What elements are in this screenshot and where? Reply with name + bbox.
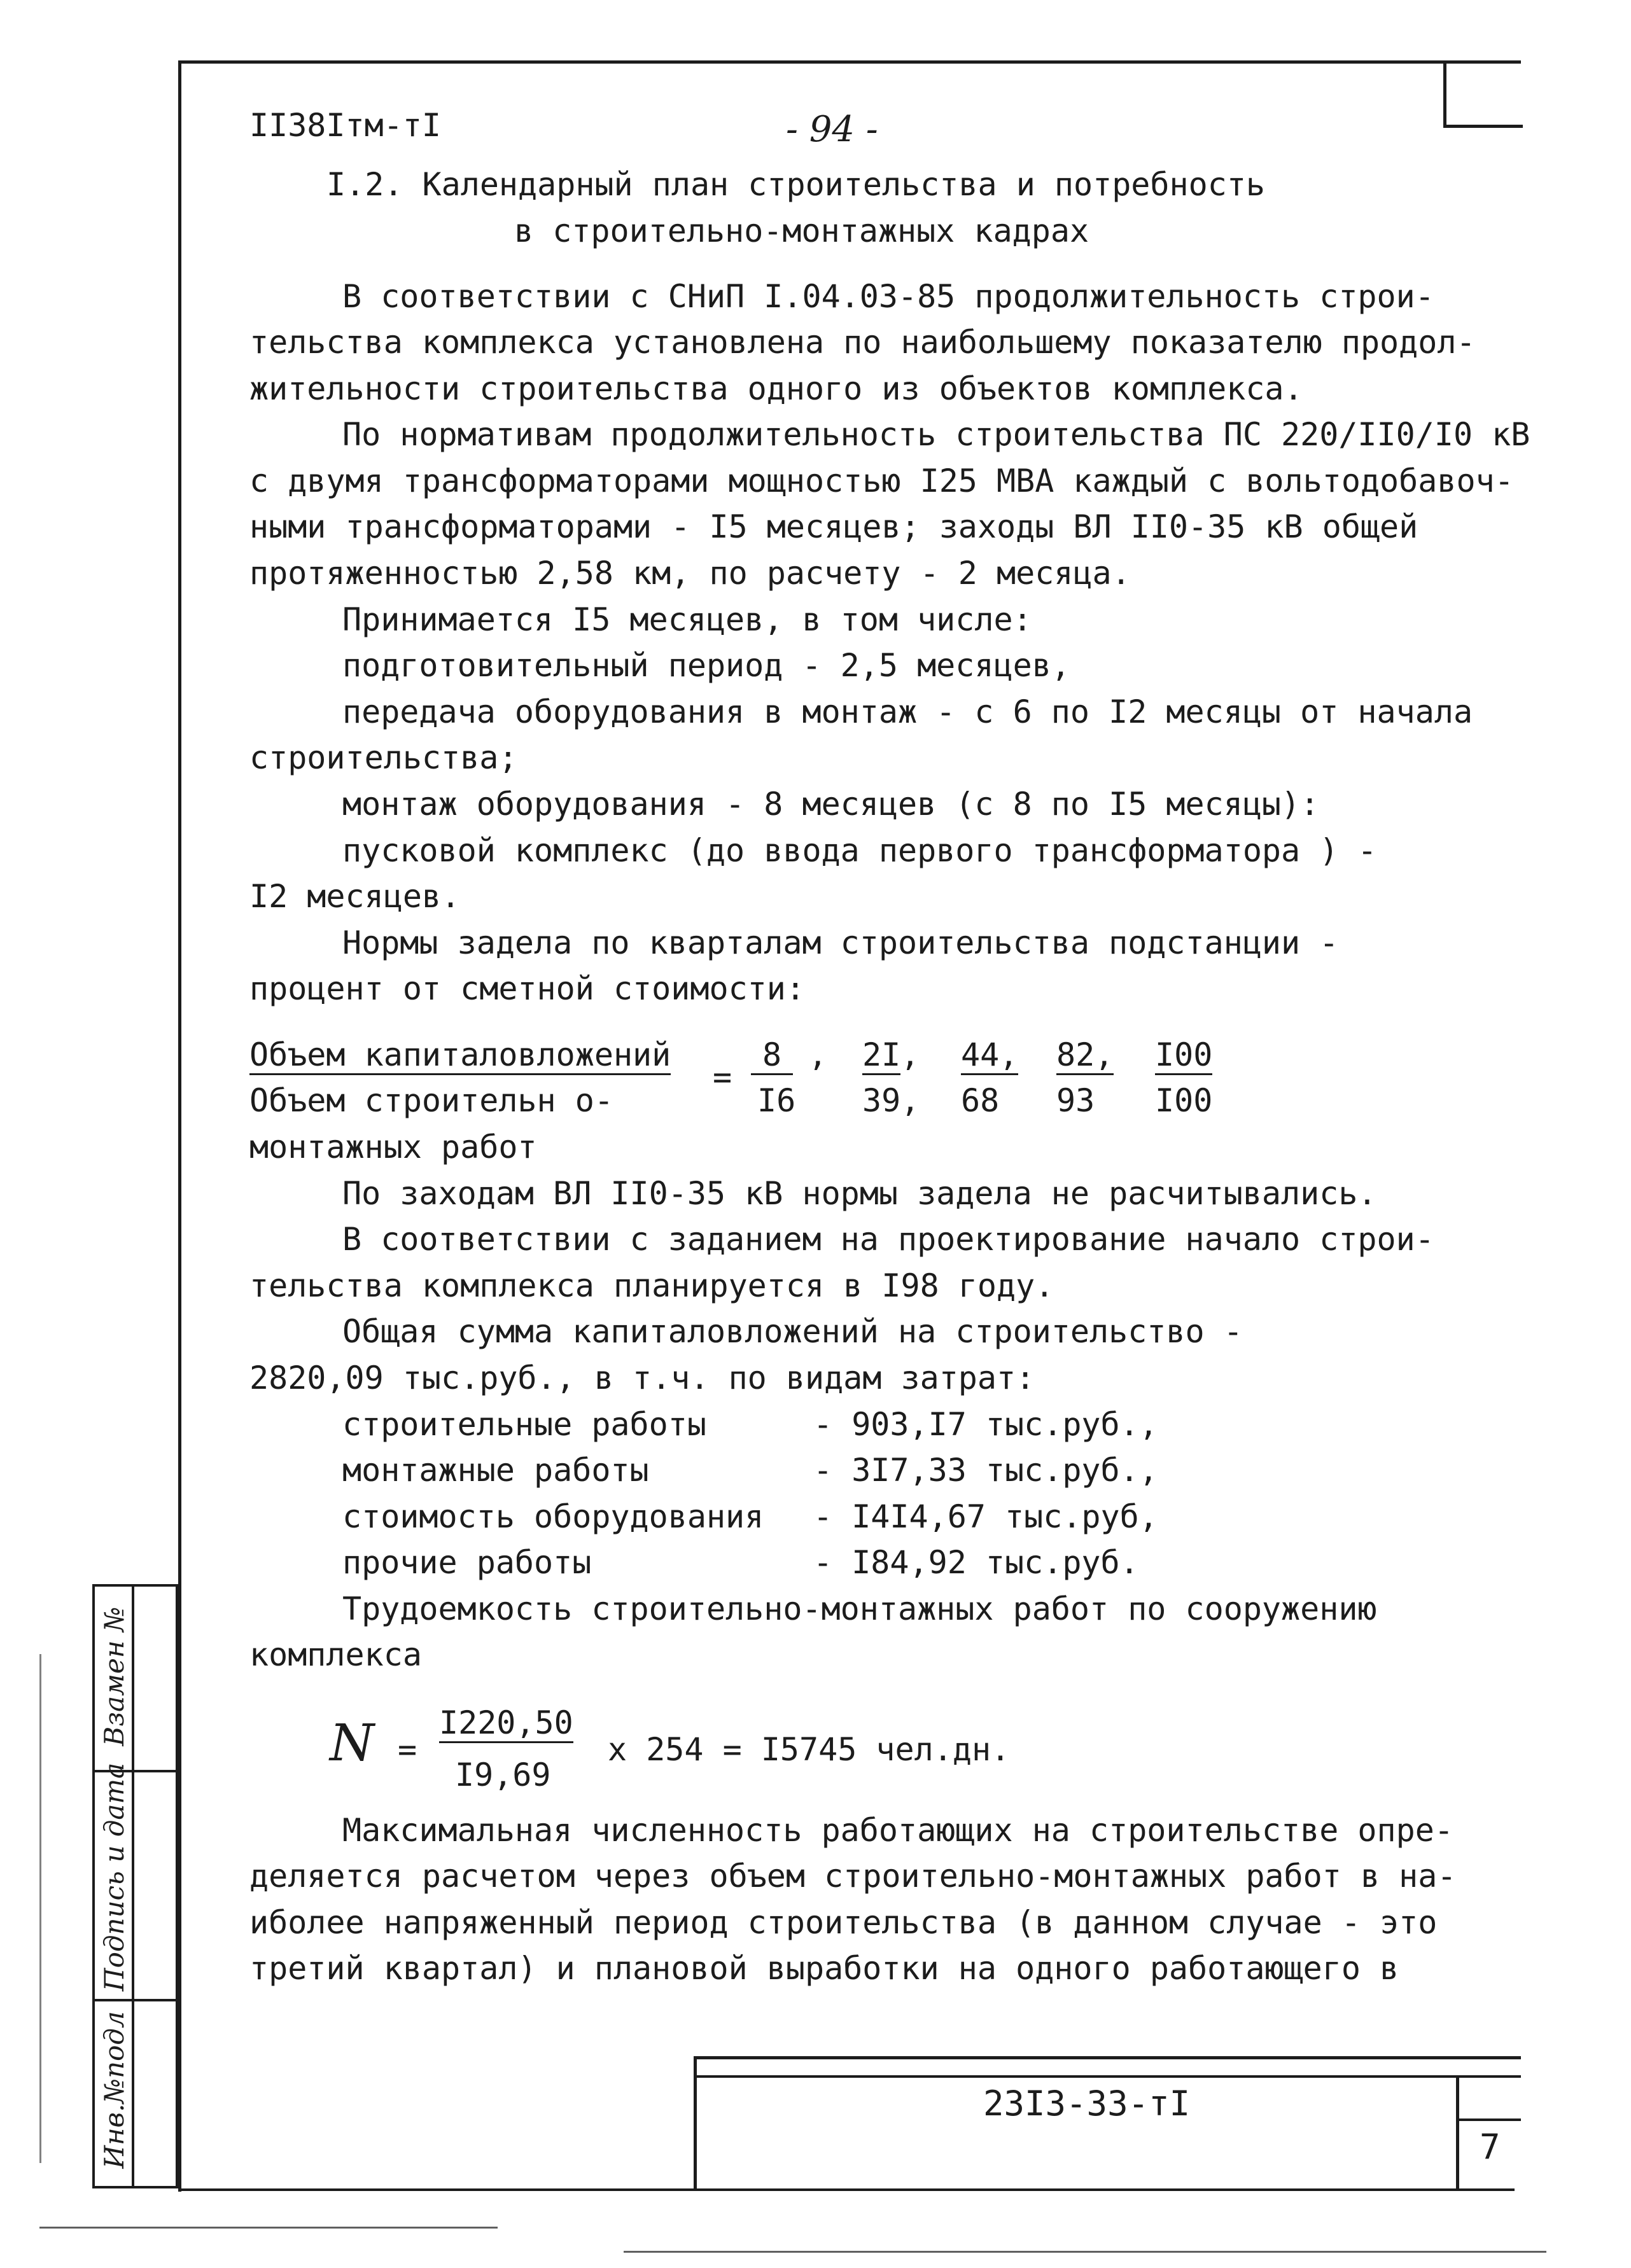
ratio-label-top: Объем капиталовложений (249, 1039, 671, 1075)
ratio-denominator: 68 (961, 1082, 1000, 1119)
formula-denominator: I9,69 (455, 1757, 551, 1793)
ratio-denominator: I00 (1155, 1082, 1213, 1119)
text-line: ными трансформаторами - I5 месяцев; заходы ВЛ II0-35 кВ общей (249, 508, 1418, 545)
cost-value: - I4I4,67 тыс.руб, (813, 1498, 1158, 1535)
scan-bottom-line-right (624, 2251, 1546, 2253)
margin-edge-line (39, 1654, 41, 2163)
text-line: Максимальная численность работающих на строительстве опре- (342, 1812, 1453, 1849)
text-line: По нормативам продолжительность строительства ПС 220/II0/I0 кВ (342, 416, 1530, 453)
ratio-numerator: 2I (862, 1039, 900, 1075)
formula-numerator: I220,50 (439, 1707, 573, 1743)
scan-bottom-line (39, 2227, 498, 2229)
formula-equals: = (398, 1731, 417, 1768)
corner-box-left (1443, 60, 1446, 127)
ratio-separator: , (808, 1036, 828, 1073)
frame-left-line (178, 60, 181, 2192)
text-line: тельства комплекса установлена по наибольшему показателю продол- (249, 324, 1476, 361)
ratio-separator: , (900, 1036, 920, 1073)
ratio-denominator: 39, (862, 1082, 920, 1119)
stamp-column-divider (132, 1587, 134, 2186)
text-line: Трудоемкость строительно-монтажных работ по сооружению (342, 1590, 1377, 1627)
text-line: В соответствии с СНиП I.04.03-85 продолжительность строи- (342, 278, 1434, 315)
cost-name: монтажные работы (342, 1452, 649, 1489)
text-line: иболее напряженный период строительства (в данном случае - это (249, 1904, 1438, 1941)
page-number: - 94 - (786, 109, 878, 150)
text-line: подготовительный период - 2,5 месяцев, (342, 647, 1070, 684)
formula-symbol: N (330, 1713, 374, 1772)
stamp-replaces-label: Взамен № (99, 1606, 130, 1746)
text-line: жительности строительства одного из объектов комплекса. (249, 370, 1303, 407)
stamp-sign-date-label: Подпись и дата (99, 1762, 130, 1991)
ratio-denominator: I6 (757, 1082, 796, 1119)
text-line: тельства комплекса планируется в I98 году. (249, 1267, 1054, 1304)
frame-top-line (178, 60, 1521, 64)
text-line: монтаж оборудования - 8 месяцев (с 8 по I5 месяцы): (342, 786, 1320, 823)
text-line: пусковой комплекс (до ввода первого трансформатора ) - (342, 832, 1377, 869)
text-line: В соответствии с заданием на проектирование начало строи- (342, 1221, 1434, 1258)
cost-name: прочие работы (342, 1544, 592, 1581)
ratio-numerator: I00 (1155, 1039, 1212, 1075)
ratio-separator: , (1095, 1036, 1114, 1073)
ratio-label-bottom-2: монтажных работ (249, 1129, 537, 1165)
text-line: процент от сметной стоимости: (249, 970, 805, 1007)
section-title-line2: в строительно-монтажных кадрах (514, 212, 1089, 249)
text-line: передача оборудования в монтаж - с 6 по I2 месяцы от начала (342, 693, 1473, 730)
title-block-sheet-line (1456, 2118, 1521, 2121)
title-block-mid-line (694, 2075, 1521, 2078)
ratio-numerator: 8 (751, 1039, 793, 1075)
cost-value: - 903,I7 тыс.руб., (813, 1406, 1158, 1443)
ratio-separator: , (999, 1036, 1019, 1073)
title-block-divider (1456, 2075, 1459, 2191)
sheet-number: 7 (1480, 2127, 1501, 2167)
text-line: комплекса (249, 1636, 422, 1673)
text-line: Нормы задела по кварталам строительства подстанции - (342, 924, 1339, 961)
text-line: Принимается I5 месяцев, в том числе: (342, 601, 1032, 638)
text-line: третий квартал) и плановой выработки на одного работающего в (249, 1950, 1399, 1987)
text-line: с двумя трансформаторами мощностью I25 МВА каждый с вольтодобавоч- (249, 463, 1514, 499)
ratio-numerator: 44 (961, 1039, 1018, 1075)
cost-name: строительные работы (342, 1406, 706, 1443)
ratio-numerator: 82 (1056, 1039, 1114, 1075)
stamp-inv-label: Инв.№подл (99, 2011, 130, 2169)
ratio-equals: = (713, 1059, 732, 1096)
document-code: 23I3-33-тI (983, 2084, 1191, 2124)
title-block (694, 2056, 1521, 2191)
text-line: деляется расчетом через объем строительно-монтажных работ в на- (249, 1858, 1457, 1895)
doc-code: II38Iтм-тI (249, 107, 442, 144)
text-line: Общая сумма капиталовложений на строительство - (342, 1313, 1243, 1350)
corner-box-bottom (1443, 125, 1523, 128)
text-line: I2 месяцев. (249, 878, 461, 915)
text-line: 2820,09 тыс.руб., в т.ч. по видам затрат: (249, 1360, 1035, 1396)
title-block-top-line (694, 2056, 1521, 2059)
cost-name: стоимость оборудования (342, 1498, 764, 1535)
ratio-denominator: 93 (1056, 1082, 1095, 1119)
cost-value: - I84,92 тыс.руб. (813, 1544, 1139, 1581)
section-title-line1: I.2. Календарный план строительства и потребность (326, 166, 1266, 203)
text-line: По заходам ВЛ II0-35 кВ нормы задела не расчитывались. (342, 1175, 1377, 1212)
text-line: строительства; (249, 739, 518, 776)
ratio-label-bottom: Объем строительн о- (249, 1082, 613, 1119)
cost-value: - 3I7,33 тыс.руб., (813, 1452, 1158, 1489)
formula-result: x 254 = I5745 чел.дн. (608, 1731, 1011, 1768)
text-line: протяженностью 2,58 км, по расчету - 2 месяца. (249, 555, 1131, 592)
